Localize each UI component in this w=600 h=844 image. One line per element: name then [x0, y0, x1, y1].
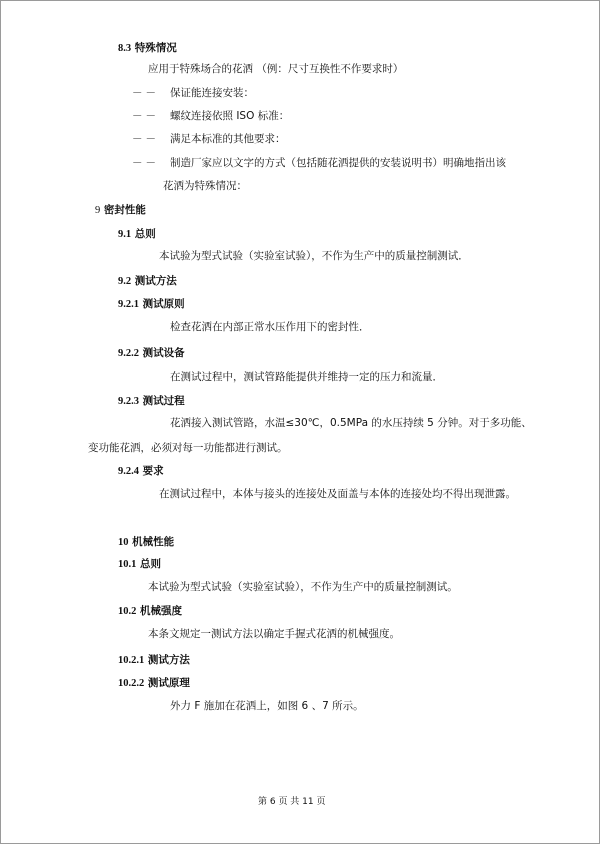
section-9-2-3-heading: [118, 394, 185, 409]
list-item: [132, 109, 290, 123]
section-9-2-2-text: 在测试过程中，测试管路能提供并维持一定的压力和流量．: [170, 371, 443, 383]
section-9-2-4-text: 在测试过程中，本体与接头的连接处及面盖与本体的连接处均不得出现泄露。: [159, 488, 516, 500]
section-title: 测试原则: [142, 298, 185, 310]
list-item-text: 保证能连接安装：: [170, 87, 254, 99]
list-item-text: 制造厂家应以文字的方式（包括随花洒提供的安装说明书）明确地指出该: [170, 157, 506, 169]
section-9-2-heading: [118, 274, 177, 289]
section-title: 测试方法: [134, 275, 177, 287]
section-title: 机械强度: [140, 605, 183, 617]
list-dash: －－: [132, 87, 159, 99]
section-title: 总则: [134, 228, 156, 240]
section-10-1-text: 本试验为型式试验（实验室试验），不作为生产中的质量控制测试。: [148, 581, 458, 593]
section-10-1-heading: [118, 557, 161, 572]
section-9-2-4-heading: [118, 464, 164, 479]
section-9-2-1-heading: [118, 297, 185, 312]
list-dash: －－: [132, 110, 159, 122]
section-title: 总则: [140, 558, 162, 570]
section-number: 10.1: [118, 559, 137, 570]
section-title: 测试过程: [142, 395, 185, 407]
section-9-2-1-text: 检查花洒在内部正常水压作用下的密封性．: [170, 321, 370, 333]
section-number: 9.2.4: [118, 466, 139, 477]
section-10-2-2-heading: [118, 676, 190, 691]
section-9-1-text: 本试验为型式试验（实验室试验），不作为生产中的质量控制测试．: [159, 250, 469, 262]
section-8-3-continuation: 花洒为特殊情况：: [163, 180, 247, 192]
section-title: 要求: [142, 465, 164, 477]
section-number: 9.2.1: [118, 299, 139, 310]
section-number: 10.2: [118, 606, 137, 617]
section-title: 密封性能: [103, 204, 146, 216]
section-10-2-2-text: 外力 F 施加在花洒上，如图 6 、7 所示。: [170, 700, 364, 712]
section-10-2-1-heading: [118, 653, 190, 668]
list-item: [132, 132, 286, 146]
section-9-1-heading: [118, 227, 156, 242]
section-title: 测试原理: [147, 677, 190, 689]
list-dash: －－: [132, 157, 159, 169]
section-number: 10: [118, 537, 129, 548]
section-number: 9.2: [118, 276, 132, 287]
section-title: 机械性能: [132, 536, 175, 548]
section-8-3-intro: 应用于特殊场合的花洒 （例：尺寸互换性不作要求时）: [148, 63, 404, 75]
section-9-2-3-text-line2: 变功能花洒，必须对每一功能都进行测试。: [88, 442, 288, 454]
section-number: 9.2.3: [118, 396, 139, 407]
section-number: 10.2.1: [118, 655, 145, 666]
section-number: 9.2.2: [118, 348, 139, 359]
list-item-text: 满足本标准的其他要求：: [170, 133, 286, 145]
section-number: 9.1: [118, 229, 132, 240]
section-title: 测试设备: [142, 347, 185, 359]
section-9-2-3-text-line1: 花洒接入测试管路，水温≤30℃，0.5MPa 的水压持续 5 分钟。对于多功能、: [170, 417, 532, 429]
section-10-2-text: 本条文规定一测试方法以确定手握式花洒的机械强度。: [148, 628, 400, 640]
list-dash: －－: [132, 133, 159, 145]
list-item: [132, 156, 506, 170]
section-10-2-heading: [118, 604, 182, 619]
list-item: [132, 86, 254, 100]
section-number: 10.2.2: [118, 678, 145, 689]
section-title: 测试方法: [147, 654, 190, 666]
section-number: 9: [95, 205, 101, 216]
section-10-heading: [118, 535, 174, 550]
page-number-footer: 第 6 页 共 11 页: [258, 797, 326, 807]
section-9-heading: [95, 203, 146, 218]
section-8-3-heading: [118, 41, 177, 56]
list-item-text: 螺纹连接依照 ISO 标准：: [170, 110, 290, 122]
section-title: 特殊情况: [134, 42, 177, 54]
section-number: 8.3: [118, 43, 132, 54]
section-9-2-2-heading: [118, 346, 185, 361]
